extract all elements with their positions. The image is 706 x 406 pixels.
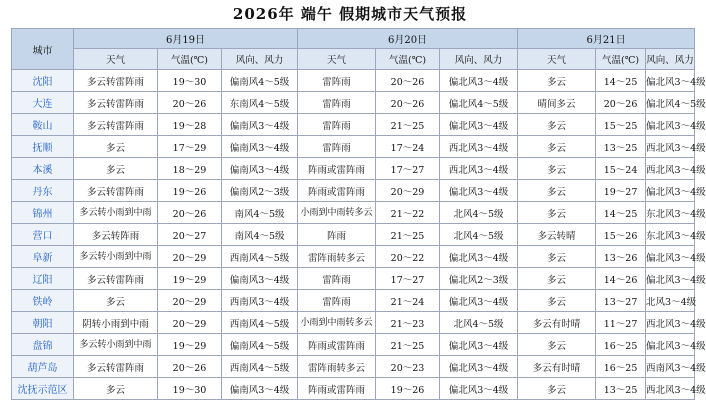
wind-cell: 偏北风3～4级 bbox=[440, 378, 518, 400]
weather-cell: 多云转晴 bbox=[518, 224, 596, 246]
temperature-cell: 20～26 bbox=[376, 92, 440, 114]
wind-cell: 偏北风3～4级 bbox=[646, 180, 695, 202]
temperature-cell: 21～25 bbox=[376, 224, 440, 246]
weather-cell: 小雨到中雨转多云 bbox=[298, 312, 376, 334]
wind-column-header: 风向、风力 bbox=[440, 49, 518, 70]
temperature-cell: 13～27 bbox=[596, 290, 646, 312]
table-row bbox=[12, 136, 695, 158]
wind-cell: 西北风3～4级 bbox=[440, 136, 518, 158]
wind-column-header: 风向、风力 bbox=[222, 49, 298, 70]
wind-cell: 偏北风4～5级 bbox=[646, 92, 695, 114]
date-header-0: 6月19日 bbox=[74, 29, 298, 49]
wind-cell: 偏北风3～4级 bbox=[646, 114, 695, 136]
temperature-cell: 21～23 bbox=[376, 312, 440, 334]
weather-cell: 多云转小雨到中雨 bbox=[74, 202, 158, 224]
weather-cell: 阴转小雨到中雨 bbox=[74, 312, 158, 334]
wind-cell: 偏北风3～4级 bbox=[440, 70, 518, 92]
temperature-cell: 20～26 bbox=[158, 356, 222, 378]
weather-cell: 雷阵雨 bbox=[298, 290, 376, 312]
wind-cell: 偏北风3～4级 bbox=[440, 180, 518, 202]
temperature-cell: 13～25 bbox=[596, 136, 646, 158]
temperature-cell: 13～26 bbox=[596, 246, 646, 268]
wind-cell: 东北风3～4级 bbox=[646, 202, 695, 224]
weather-cell: 多云 bbox=[518, 180, 596, 202]
temperature-cell: 21～25 bbox=[376, 114, 440, 136]
weather-cell: 多云 bbox=[518, 158, 596, 180]
temperature-cell: 14～25 bbox=[596, 202, 646, 224]
weather-cell: 雷阵雨 bbox=[298, 114, 376, 136]
city-name: 铁岭 bbox=[12, 290, 74, 312]
wind-cell: 偏南风3～4级 bbox=[222, 158, 298, 180]
city-column-header: 城市 bbox=[12, 29, 74, 70]
table-row bbox=[12, 92, 695, 114]
weather-cell: 雷阵雨 bbox=[298, 70, 376, 92]
wind-cell: 偏南风3～4级 bbox=[222, 114, 298, 136]
wind-cell: 偏北风4～5级 bbox=[440, 92, 518, 114]
weather-column-header: 天气 bbox=[298, 49, 376, 70]
wind-cell: 偏南风4～5级 bbox=[222, 334, 298, 356]
weather-cell: 阵雨或雷阵雨 bbox=[298, 180, 376, 202]
temperature-cell: 14～25 bbox=[596, 70, 646, 92]
weather-column-header: 天气 bbox=[74, 49, 158, 70]
temperature-cell: 21～24 bbox=[376, 290, 440, 312]
table-row bbox=[12, 378, 695, 400]
temp-column-header: 气温(℃) bbox=[376, 49, 440, 70]
city-name: 营口 bbox=[12, 224, 74, 246]
temperature-cell: 20～26 bbox=[596, 92, 646, 114]
weather-cell: 多云转雷阵雨 bbox=[74, 180, 158, 202]
wind-cell: 偏南风3～4级 bbox=[222, 378, 298, 400]
wind-cell: 偏北风3～4级 bbox=[440, 246, 518, 268]
temperature-cell: 18～29 bbox=[158, 158, 222, 180]
weather-cell: 多云 bbox=[74, 158, 158, 180]
temperature-cell: 19～30 bbox=[158, 378, 222, 400]
weather-cell: 多云转雷阵雨 bbox=[74, 114, 158, 136]
temperature-cell: 15～25 bbox=[596, 114, 646, 136]
weather-cell: 雷阵雨 bbox=[298, 92, 376, 114]
temperature-cell: 17～29 bbox=[158, 136, 222, 158]
weather-cell: 雷阵雨 bbox=[298, 268, 376, 290]
city-name: 鞍山 bbox=[12, 114, 74, 136]
weather-cell: 雷阵雨转多云 bbox=[298, 246, 376, 268]
weather-column-header: 天气 bbox=[518, 49, 596, 70]
weather-cell: 多云 bbox=[518, 114, 596, 136]
weather-cell: 多云 bbox=[518, 136, 596, 158]
wind-cell: 偏北风3～4级 bbox=[646, 334, 695, 356]
temperature-cell: 16～25 bbox=[596, 356, 646, 378]
weather-cell: 阵雨或雷阵雨 bbox=[298, 158, 376, 180]
temperature-cell: 17～24 bbox=[376, 136, 440, 158]
city-name: 本溪 bbox=[12, 158, 74, 180]
wind-cell: 偏北风3～4级 bbox=[646, 70, 695, 92]
weather-cell: 多云 bbox=[518, 334, 596, 356]
weather-cell: 多云转雷阵雨 bbox=[74, 92, 158, 114]
temperature-cell: 21～25 bbox=[376, 334, 440, 356]
wind-cell: 偏北风3～4级 bbox=[646, 268, 695, 290]
date-header-1: 6月20日 bbox=[298, 29, 518, 49]
temperature-cell: 20～29 bbox=[158, 246, 222, 268]
weather-cell: 多云转小雨到中雨 bbox=[74, 334, 158, 356]
date-header-2: 6月21日 bbox=[518, 29, 695, 49]
wind-column-header: 风向、风力 bbox=[646, 49, 695, 70]
forecast-table bbox=[11, 28, 706, 400]
weather-cell: 多云有时晴 bbox=[518, 356, 596, 378]
weather-cell: 阵雨或雷阵雨 bbox=[298, 334, 376, 356]
city-name: 盘锦 bbox=[12, 334, 74, 356]
weather-cell: 多云转雷阵雨 bbox=[74, 70, 158, 92]
weather-cell: 多云 bbox=[518, 268, 596, 290]
temperature-cell: 13～25 bbox=[596, 378, 646, 400]
temperature-cell: 19～27 bbox=[596, 180, 646, 202]
wind-cell: 偏北风2～3级 bbox=[440, 268, 518, 290]
weather-cell: 多云 bbox=[74, 378, 158, 400]
weather-cell: 多云转小雨到中雨 bbox=[74, 246, 158, 268]
temperature-cell: 20～26 bbox=[158, 202, 222, 224]
temperature-cell: 19～30 bbox=[158, 70, 222, 92]
weather-cell: 多云 bbox=[74, 290, 158, 312]
wind-cell: 偏北风3～4级 bbox=[646, 246, 695, 268]
weather-cell: 阵雨或雷阵雨 bbox=[298, 378, 376, 400]
temperature-cell: 17～27 bbox=[376, 268, 440, 290]
temp-column-header: 气温(℃) bbox=[596, 49, 646, 70]
temperature-cell: 21～22 bbox=[376, 202, 440, 224]
table-row bbox=[12, 334, 695, 356]
weather-cell: 晴间多云 bbox=[518, 92, 596, 114]
wind-cell: 西南风4～5级 bbox=[222, 356, 298, 378]
weather-cell: 多云 bbox=[518, 202, 596, 224]
wind-cell: 西北风3～4级 bbox=[646, 378, 695, 400]
table-row bbox=[12, 290, 695, 312]
temperature-cell: 19～28 bbox=[158, 114, 222, 136]
wind-cell: 西南风3～4级 bbox=[222, 290, 298, 312]
temperature-cell: 20～29 bbox=[158, 290, 222, 312]
weather-cell: 多云 bbox=[518, 290, 596, 312]
temperature-cell: 19～29 bbox=[158, 268, 222, 290]
wind-cell: 东北风3～4级 bbox=[646, 224, 695, 246]
temperature-cell: 15～24 bbox=[596, 158, 646, 180]
table-row bbox=[12, 158, 695, 180]
wind-cell: 偏南风3～4级 bbox=[222, 268, 298, 290]
city-name: 沈阳 bbox=[12, 70, 74, 92]
city-name: 阜新 bbox=[12, 246, 74, 268]
city-name: 丹东 bbox=[12, 180, 74, 202]
table-row bbox=[12, 312, 695, 334]
wind-cell: 东南风4～5级 bbox=[222, 92, 298, 114]
city-name: 锦州 bbox=[12, 202, 74, 224]
table-row bbox=[12, 202, 695, 224]
city-name: 大连 bbox=[12, 92, 74, 114]
temperature-cell: 20～22 bbox=[376, 246, 440, 268]
weather-cell: 雷阵雨转多云 bbox=[298, 356, 376, 378]
temperature-cell: 16～25 bbox=[596, 334, 646, 356]
table-row bbox=[12, 114, 695, 136]
city-name: 辽阳 bbox=[12, 268, 74, 290]
table-row bbox=[12, 224, 695, 246]
wind-cell: 西南风4～5级 bbox=[222, 246, 298, 268]
wind-cell: 西南风4～5级 bbox=[222, 312, 298, 334]
temperature-cell: 20～26 bbox=[376, 70, 440, 92]
temperature-cell: 19～29 bbox=[158, 334, 222, 356]
wind-cell: 北风4～5级 bbox=[440, 202, 518, 224]
wind-cell: 北风3～4级 bbox=[646, 290, 695, 312]
temperature-cell: 14～26 bbox=[596, 268, 646, 290]
wind-cell: 南风4～5级 bbox=[222, 224, 298, 246]
wind-cell: 南风4～5级 bbox=[222, 202, 298, 224]
city-name: 朝阳 bbox=[12, 312, 74, 334]
city-name: 沈抚示范区 bbox=[12, 378, 74, 400]
wind-cell: 偏北风3～4级 bbox=[440, 290, 518, 312]
wind-cell: 西北风3～4级 bbox=[646, 136, 695, 158]
wind-cell: 西南风3～4级 bbox=[646, 356, 695, 378]
temperature-cell: 20～27 bbox=[158, 224, 222, 246]
wind-cell: 西北风3～4级 bbox=[440, 158, 518, 180]
table-row bbox=[12, 246, 695, 268]
temperature-cell: 11～27 bbox=[596, 312, 646, 334]
wind-cell: 西北风3～4级 bbox=[646, 158, 695, 180]
wind-cell: 偏南风3～4级 bbox=[222, 136, 298, 158]
temperature-cell: 20～26 bbox=[158, 92, 222, 114]
weather-cell: 多云 bbox=[518, 378, 596, 400]
temperature-cell: 20～23 bbox=[376, 356, 440, 378]
weather-cell: 阵雨 bbox=[298, 224, 376, 246]
weather-cell: 雷阵雨 bbox=[298, 136, 376, 158]
temperature-cell: 20～29 bbox=[376, 180, 440, 202]
table-row bbox=[12, 268, 695, 290]
wind-cell: 偏北风3～4级 bbox=[440, 114, 518, 136]
wind-cell: 偏南风4～5级 bbox=[222, 70, 298, 92]
weather-cell: 多云转雷阵雨 bbox=[74, 356, 158, 378]
wind-cell: 偏北风3～4级 bbox=[440, 356, 518, 378]
wind-cell: 西北风3～4级 bbox=[646, 312, 695, 334]
wind-cell: 偏北风3～4级 bbox=[440, 334, 518, 356]
temperature-cell: 20～29 bbox=[158, 312, 222, 334]
weather-cell: 多云 bbox=[518, 246, 596, 268]
table-row bbox=[12, 180, 695, 202]
page-title: 2026年 端午 假期城市天气预报 bbox=[232, 5, 468, 23]
weather-cell: 小雨到中雨转多云 bbox=[298, 202, 376, 224]
weather-cell: 多云 bbox=[74, 136, 158, 158]
temp-column-header: 气温(℃) bbox=[158, 49, 222, 70]
weather-cell: 多云转阵雨 bbox=[74, 224, 158, 246]
wind-cell: 北风4～5级 bbox=[440, 312, 518, 334]
temperature-cell: 19～26 bbox=[158, 180, 222, 202]
table-row bbox=[12, 70, 695, 92]
city-name: 葫芦岛 bbox=[12, 356, 74, 378]
weather-cell: 多云 bbox=[518, 70, 596, 92]
temperature-cell: 15～26 bbox=[596, 224, 646, 246]
forecast-body bbox=[12, 70, 706, 400]
temperature-cell: 19～26 bbox=[376, 378, 440, 400]
weather-cell: 多云有时晴 bbox=[518, 312, 596, 334]
wind-cell: 偏南风2～3级 bbox=[222, 180, 298, 202]
temperature-cell: 17～27 bbox=[376, 158, 440, 180]
weather-cell: 多云转雷阵雨 bbox=[74, 268, 158, 290]
wind-cell: 北风4～5级 bbox=[440, 224, 518, 246]
city-name: 抚顺 bbox=[12, 136, 74, 158]
table-row bbox=[12, 356, 695, 378]
